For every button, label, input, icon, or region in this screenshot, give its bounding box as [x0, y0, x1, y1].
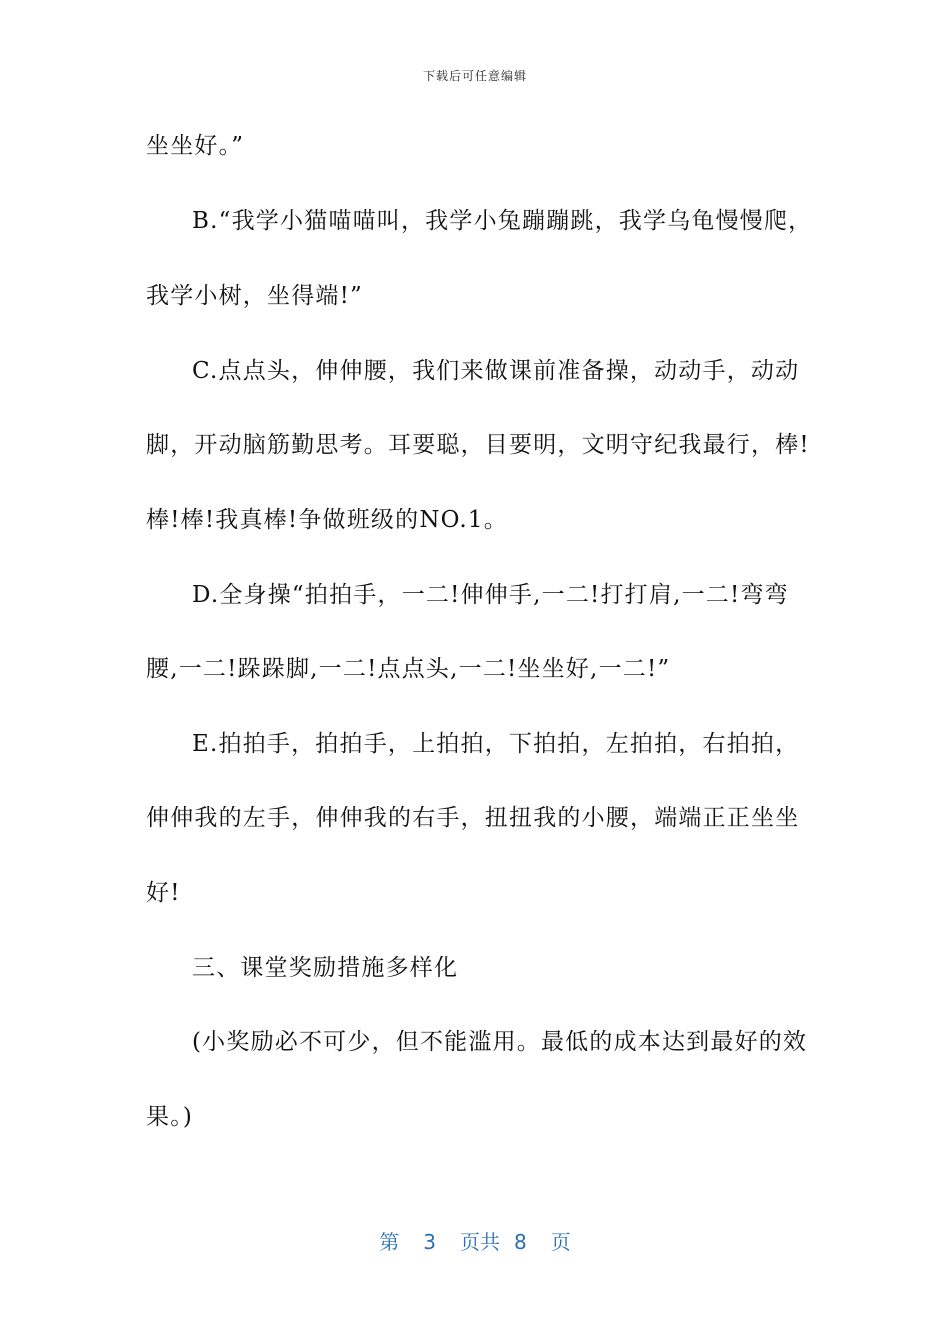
- footer-prefix: 第: [379, 1230, 400, 1254]
- text-line: (小奖励必不可少，但不能滥用。最低的成本达到最好的效: [192, 1029, 808, 1055]
- text-line: 伸伸我的左手，伸伸我的右手，扭扭我的小腰，端端正正坐坐: [146, 805, 800, 831]
- text-line: 脚，开动脑筋勤思考。耳要聪，目要明，文明守纪我最行，棒!: [146, 432, 810, 458]
- text-line: 好!: [146, 880, 181, 906]
- page-footer: [0, 1226, 950, 1255]
- text-line: 坐坐好。”: [146, 133, 245, 159]
- text-line: E.拍拍手，拍拍手，上拍拍，下拍拍，左拍拍，右拍拍，: [192, 731, 800, 757]
- text-line: B.“我学小猫喵喵叫，我学小兔蹦蹦跳，我学乌龟慢慢爬，: [192, 208, 813, 234]
- text-line: 棒!棒!我真棒!争做班级的NO.1。: [146, 507, 508, 533]
- header-note: 下载后可任意编辑: [422, 69, 527, 83]
- text-line: 我学小树，坐得端!”: [146, 283, 364, 309]
- text-line: 果。): [146, 1104, 194, 1130]
- footer-middle: 页共: [460, 1230, 500, 1254]
- footer-suffix: 页: [550, 1230, 571, 1254]
- text-line: C.点点头，伸伸腰，我们来做课前准备操，动动手，动动: [192, 358, 800, 384]
- text-line: D.全身操“拍拍手，一二!伸伸手,一二!打打肩,一二!弯弯: [192, 582, 789, 608]
- footer-page-number: 3: [423, 1230, 436, 1254]
- text-line: 腰,一二!跺跺脚,一二!点点头,一二!坐坐好,一二!”: [146, 656, 671, 682]
- section-heading: 三、课堂奖励措施多样化: [192, 955, 459, 981]
- footer-total-pages: 8: [514, 1230, 527, 1254]
